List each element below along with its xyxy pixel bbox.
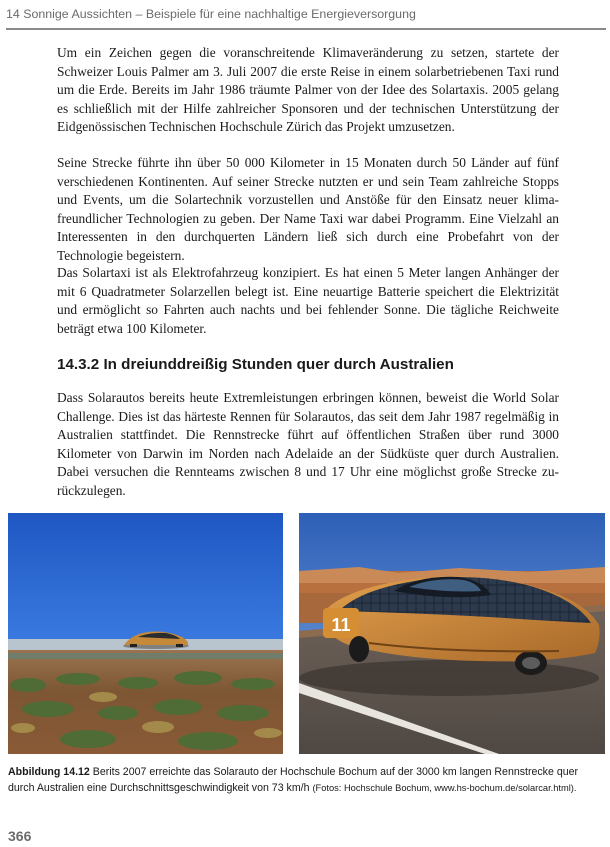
photo-solar-car-outback xyxy=(8,513,283,754)
figure-caption-text: Berits 2007 erreichte das Solarauto der Hochschule Bochum auf der 3000 km langen Rennstrecke quer durch Australien eine Durchschnittsgeschwindigkeit von 73 km/h xyxy=(8,766,579,794)
body-paragraph: Dass Solarautos bereits heute Extremleistungen erbringen können, beweist die World Solar Challenge. Dies ist das härteste Rennen für Solarautos, das seit dem Jahr 1987 regelmäßig in Australien stattfindet. Die Rennstrecke führt auf öffentlichen Straßen über rund 3000 Kilometer von Darwin im Norden nach Adelaide an der Südküste quer durch Australien. Dabei versuchen die Rennteams zwischen 8 und 17 Uhr eine möglichst große Strecke zurückzulegen. xyxy=(57,390,559,498)
figure-label: Abbildung 14.12 xyxy=(8,766,90,778)
header-rule xyxy=(6,28,606,30)
body-paragraph: Seine Strecke führte ihn über 50 000 Kilometer in 15 Monaten durch 50 Länder auf fünf verschiedenen Kontinenten. Auf seiner Strecke nutzten er und sein Team zahlreiche Stopps und Events, um die Solartechnik vorzustellen und Anstöße für den Einsatz neuer klimafreundlicher Technologien zu geben. Der Name Taxi war dabei Programm. Eine Vielzahl an Interessenten in den durchquerten Ländern ließ sich durch eine Probefahrt von der Technologie begeistern. xyxy=(57,155,559,263)
section-heading: 14.3.2 In dreiunddreißig Stunden quer durch Australien xyxy=(57,356,454,373)
figure-credit: (Fotos: Hochschule Bochum, www.hs-bochum.de/solarcar.html). xyxy=(312,783,577,793)
page-number: 366 xyxy=(8,828,32,844)
body-paragraph: Das Solartaxi ist als Elektrofahrzeug konzipiert. Es hat einen 5 Meter langen Anhänger der mit 6 Quadratmeter Solarzellen belegt ist. Eine neuartige Batterie speichert die Elektrizität und ermöglicht so Fahrten auch nachts und bei fehlender Sonne. Die tägliche Reichweite beträgt etwa 100 Kilometer. xyxy=(57,265,559,336)
body-paragraph: Um ein Zeichen gegen die voranschreitende Klimaveränderung zu setzen, startete der Schweizer Louis Palmer am 3. Juli 2007 die erste Reise in einem solarbetriebenen Taxi rund um die Erde. Bereits im Jahr 1986 träumte Palmer von der Idee des Solartaxis. 2005 gelang es schließlich mit der Hilfe zahlreicher Sponsoren und der technischen Unterstützung der Eidgenössischen Technischen Hochschule Zürich das Projekt umzusetzen. xyxy=(57,45,559,135)
figure-caption xyxy=(8,764,605,796)
running-head: 14 Sonnige Aussichten – Beispiele für eine nachhaltige Energieversorgung xyxy=(6,7,416,21)
car-number: 11 xyxy=(331,615,351,635)
photo-solar-car-road xyxy=(299,513,605,754)
